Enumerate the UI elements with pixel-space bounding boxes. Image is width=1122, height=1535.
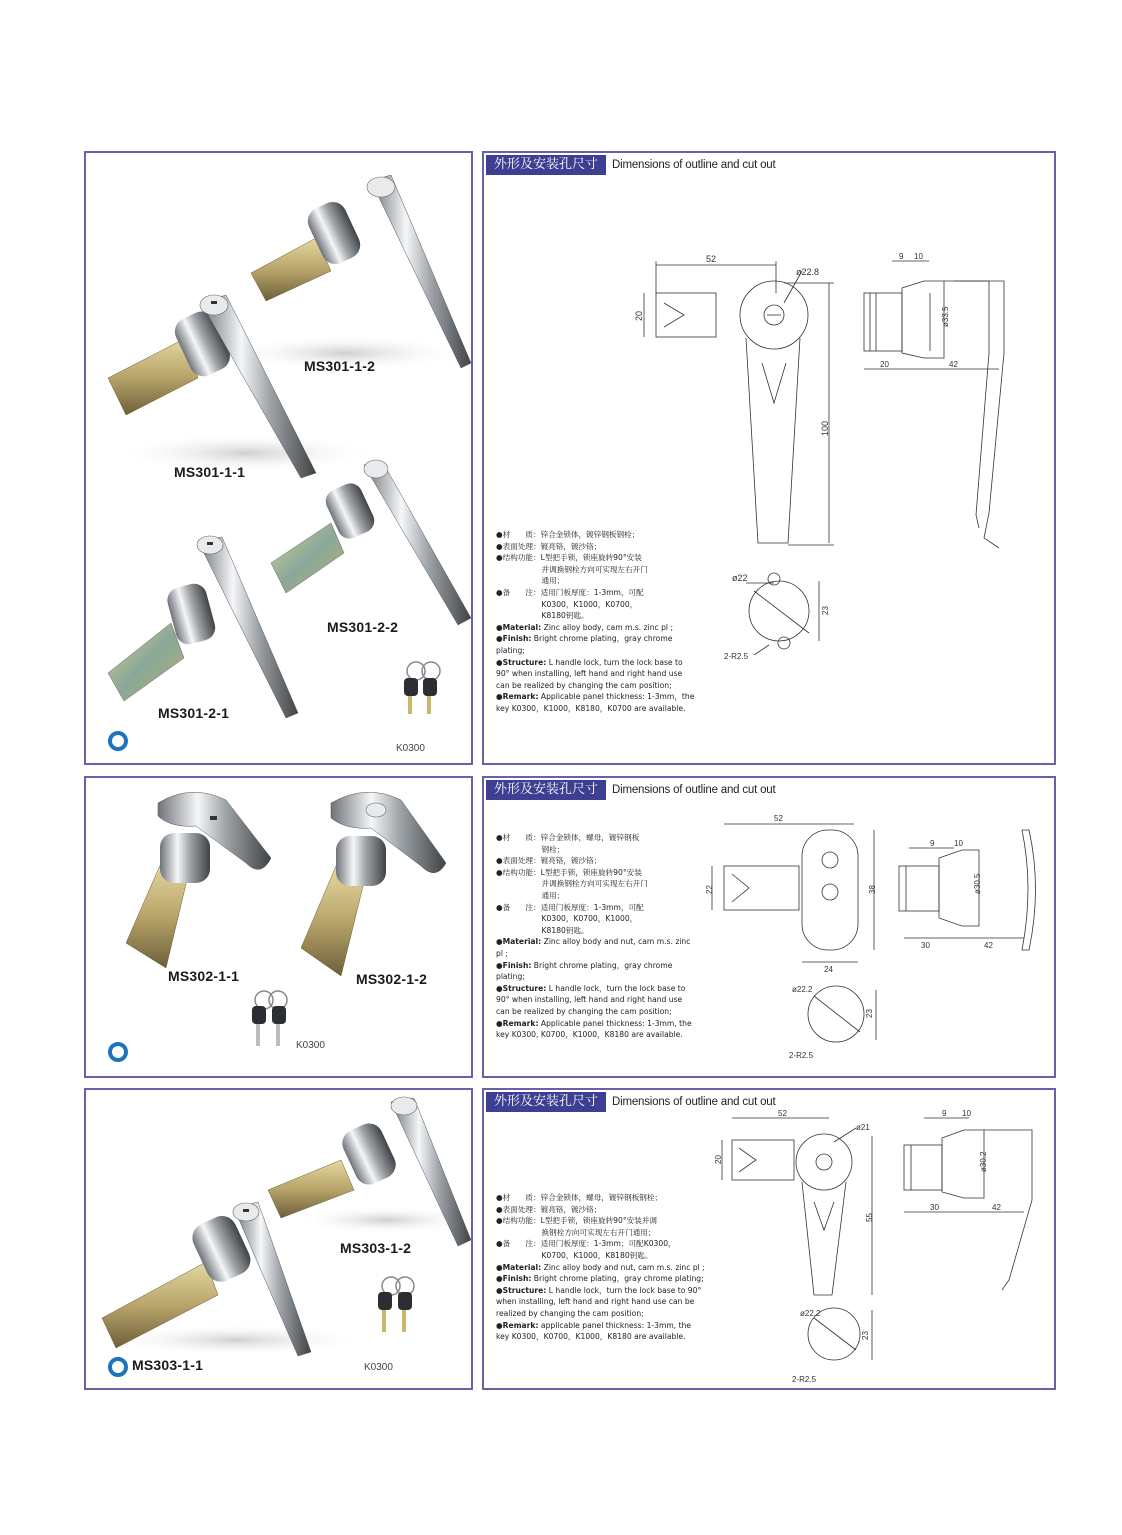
dim-label: 9 xyxy=(930,839,935,848)
dim-label: 52 xyxy=(774,814,783,823)
bullet-circle-icon xyxy=(108,731,128,751)
key-icon xyxy=(252,991,287,1046)
dim-label: 42 xyxy=(984,941,993,950)
dim-label: 10 xyxy=(954,839,963,848)
dim-label: 42 xyxy=(949,360,958,369)
spec-text: ●材 质：锌合金锁体，螺母，镀锌钢板 钢栓； ●表面处理：镀亮铬，镀沙铬； ●结构功能：L型把手锁，锁座旋转90°安装 并调换钢栓方向可实现左右开门 通用； ●备 注：适用门板厚度：1-3mm，可配 K0300，K0700，K1000， K8180钥匙。 ●Material: Zinc alloy body and nut, cam m.s. zinc pl ; ●Finish: Bright chrome plating，gray chrome plating; ●Structure: L handle lock，turn the lock base to 90° when installing, left hand and right hand use can be realized by changing the cam position; ●Remark: Applicable panel thickness: 1-3mm, the key K0300, K0700，K1000，K8180 are available. xyxy=(496,833,692,1040)
product-panel-ms301 xyxy=(84,151,473,765)
product-panel-ms303 xyxy=(84,1088,473,1390)
key-icon xyxy=(378,1277,414,1332)
dim-label: ø22 xyxy=(732,573,748,583)
model-label: MS302-1-2 xyxy=(356,971,428,987)
dim-label: 38 xyxy=(868,885,877,894)
bullet-circle-icon xyxy=(108,1042,128,1062)
dim-label: 52 xyxy=(706,254,717,264)
dim-label: 20 xyxy=(634,310,644,321)
model-label: MS301-2-1 xyxy=(158,705,230,721)
dim-label: 23 xyxy=(861,1331,870,1340)
section-header-cn: 外形及安装孔尺寸 xyxy=(486,1092,606,1112)
dim-label: 9 xyxy=(899,252,904,261)
key-label: K0300 xyxy=(296,1040,325,1051)
dim-label: ø30.2 xyxy=(979,1151,988,1172)
model-label: MS303-1-2 xyxy=(340,1240,412,1256)
dim-label: 2-R2.5 xyxy=(792,1375,817,1384)
model-label: MS303-1-1 xyxy=(132,1357,204,1373)
dim-label: 9 xyxy=(942,1109,947,1118)
ms301-product-photo xyxy=(86,153,471,763)
dim-label: 20 xyxy=(880,360,889,369)
dim-label: 52 xyxy=(778,1109,787,1118)
dim-label: ø22.2 xyxy=(792,985,813,994)
model-label: MS302-1-1 xyxy=(168,968,240,984)
spec-text: ●材 质：锌合金锁体，镀锌钢板钢栓； ●表面处理：镀亮铬，镀沙铬； ●结构功能：L型把手锁，锁座旋转90°安装 并调换钢栓方向可实现左右开门 通用； ●备 注：适用门板厚度：1-3mm，可配 K0300，K1000，K0700， K8180钥匙。 ●Material: Zinc alloy body, cam m.s. zinc pl ; ●Finish: Bright chrome plating，gray chrome plating; ●Structure: L handle lock, turn the lock base to 90° when installing, left hand and right hand use can be realized by changing the cam position; ●Remark: Applicable panel thickness: 1-3mm，the key K0300，K1000，K8180，K0700 are available. xyxy=(496,530,695,713)
key-label: K0300 xyxy=(364,1362,393,1373)
bullet-circle-icon xyxy=(108,1357,128,1377)
spec-text: ●材 质：锌合金锁体，螺母，镀锌钢板钢栓； ●表面处理：镀亮铬，镀沙铬； ●结构功能：L型把手锁，锁座旋转90°安装并调 换钢栓方向可实现左右开门通用； ●备 注：适用门板厚度：1-3mm；可配K0300， K0700，K1000，K8180钥匙。 ●Material: Zinc alloy body and nut, cam m.s. zinc pl ; ●Finish: Bright chrome plating，gray chrome plating; ●Structure: L handle lock，turn the lock base to 90° when installing, left hand and right hand use can be realized by changing the cam position; ●Remark: applicable panel thickness: 1-3mm, the key K0300，K0700，K1000，K8180 are available. xyxy=(496,1193,705,1342)
product-panel-ms302 xyxy=(84,776,473,1078)
section-header-cn: 外形及安装孔尺寸 xyxy=(486,155,606,175)
dim-label: 2-R2.5 xyxy=(724,652,749,661)
section-header-en: Dimensions of outline and cut out xyxy=(612,1096,776,1108)
dim-label: 42 xyxy=(992,1203,1001,1212)
model-label: MS301-1-2 xyxy=(304,358,376,374)
model-label: MS301-1-1 xyxy=(174,464,246,480)
section-header-en: Dimensions of outline and cut out xyxy=(612,159,776,171)
dim-label: ø30.5 xyxy=(973,873,982,894)
section-header-en: Dimensions of outline and cut out xyxy=(612,784,776,796)
dim-label: 100 xyxy=(820,420,830,436)
ms302-product-photo xyxy=(86,778,471,1076)
dim-label: 30 xyxy=(930,1203,939,1212)
key-label: K0300 xyxy=(396,743,425,754)
key-icon xyxy=(404,662,440,714)
dim-label: 2-R2.5 xyxy=(789,1051,814,1060)
dim-label: ø33.5 xyxy=(941,306,950,327)
dimension-panel-ms301 xyxy=(482,151,1056,765)
dimension-panel-ms303 xyxy=(482,1088,1056,1390)
dim-label: 30 xyxy=(921,941,930,950)
dim-label: ø22.8 xyxy=(796,267,820,277)
dim-label: 24 xyxy=(824,965,833,974)
section-header-cn: 外形及安装孔尺寸 xyxy=(486,780,606,800)
dim-label: 10 xyxy=(962,1109,971,1118)
dimension-panel-ms302 xyxy=(482,776,1056,1078)
dim-label: 22 xyxy=(705,885,714,894)
dim-label: 10 xyxy=(914,252,923,261)
dim-label: ø21 xyxy=(856,1123,870,1132)
ms303-product-photo xyxy=(86,1090,471,1388)
dim-label: ø22.2 xyxy=(800,1309,821,1318)
dim-label: 23 xyxy=(821,606,830,615)
dim-label: 23 xyxy=(865,1009,874,1018)
dim-label: 20 xyxy=(714,1155,723,1164)
dim-label: 55 xyxy=(865,1213,874,1222)
model-label: MS301-2-2 xyxy=(327,619,399,635)
